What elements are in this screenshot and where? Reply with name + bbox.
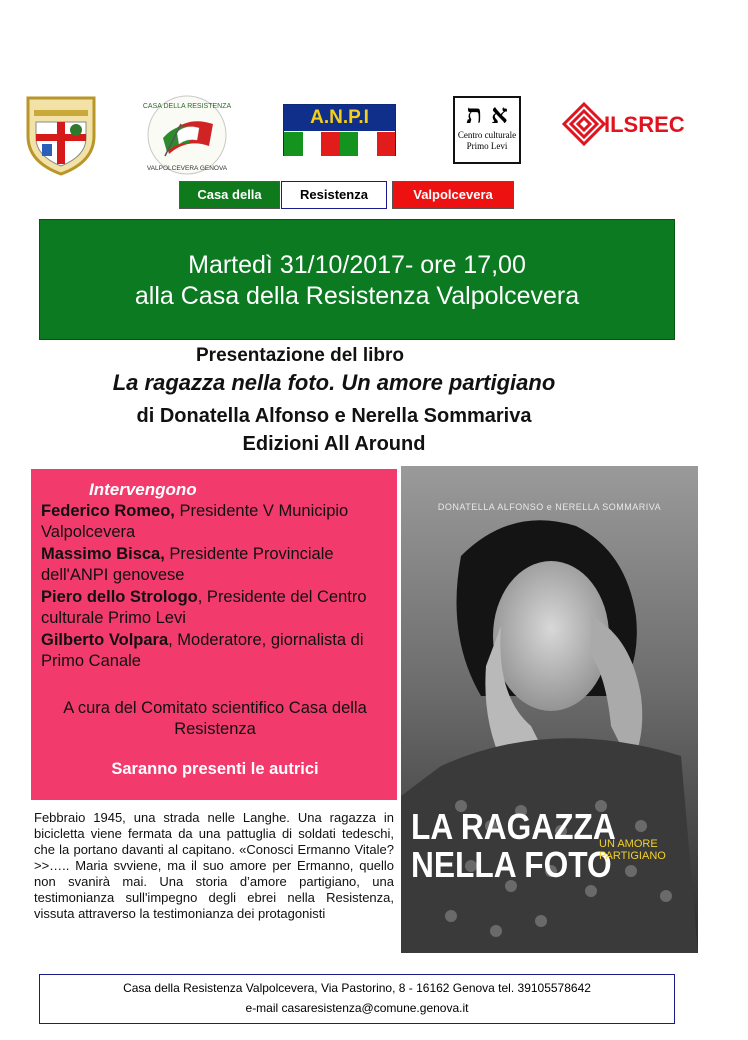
levi-line1: Centro culturale <box>457 130 517 140</box>
speaker-item <box>41 501 389 544</box>
cover-subtitle-line1: UN AMORE <box>599 838 658 850</box>
primo-levi-logo <box>453 96 521 164</box>
ilsrec-text: ILSREC <box>604 112 685 137</box>
book-publisher: Edizioni All Around <box>242 433 426 455</box>
cover-title <box>411 808 616 884</box>
speaker-name: Federico Romeo, <box>41 501 175 520</box>
cover-subtitle-line2: PARTIGIANO <box>599 850 666 862</box>
svg-text:CASA DELLA RESISTENZA: CASA DELLA RESISTENZA <box>143 103 231 110</box>
contact-email[interactable]: e-mail casaresistenza@comune.genova.it <box>245 1001 469 1015</box>
speakers-box <box>31 469 397 800</box>
anpi-logo <box>283 104 396 156</box>
authors-present: Saranno presenti le autrici <box>111 759 319 778</box>
book-cover <box>401 466 698 953</box>
contact-address: Casa della Resistenza Valpolcevera, Via Pastorino, 8 - 16162 Genova tel. 39105578642 <box>123 981 591 995</box>
label-casa-della: Casa della <box>179 181 280 209</box>
book-authors: di Donatella Alfonso e Nerella Sommariva <box>136 405 532 427</box>
curated-by: A cura del Comitato scientifico Casa della Resistenza <box>63 698 367 738</box>
cover-title-line2: NELLA FOTO <box>411 844 612 885</box>
casa-resistenza-round-logo <box>143 94 231 176</box>
hebrew-letters: א ת <box>466 100 508 130</box>
svg-text:VALPOLCEVERA GENOVA: VALPOLCEVERA GENOVA <box>146 165 228 172</box>
book-description: Febbraio 1945, una strada nelle Langhe. Una ragazza in bicicletta viene fermata da una pattuglia di soldati tedeschi, che la portano davanti al capitano. «Conosci Ermanno Vitale?>>….. Maria svviene, ma il suo amore per Ermanno, quello non svanirà mai. Una storia d’amore partigiano, una testimonianza sull'impegno degli ebrei nella Resistenza, vissuta attraverso la testimonianza dei protagonisti <box>34 810 394 921</box>
book-title: La ragazza nella foto. Un amore partigiano <box>112 370 556 395</box>
event-banner <box>39 219 675 340</box>
event-location: alla Casa della Resistenza Valpolcevera <box>134 282 580 310</box>
ilsrec-logo <box>560 100 692 156</box>
speaker-role: , Presidente del Centro culturale Primo Levi <box>41 587 367 627</box>
levi-line2: Primo Levi <box>466 141 508 151</box>
label-resistenza: Resistenza <box>281 181 387 209</box>
anpi-logo-text: A.N.P.I <box>284 105 395 131</box>
italian-flag <box>284 132 395 156</box>
cover-subtitle <box>599 838 666 862</box>
municipality-shield-logo <box>24 92 98 176</box>
cover-title-line1: LA RAGAZZA <box>411 806 616 847</box>
speaker-role: , Moderatore, giornalista di Primo Canale <box>41 630 364 670</box>
contact-footer <box>39 974 675 1024</box>
speaker-item <box>41 544 389 587</box>
speakers-heading: Intervengono <box>89 480 197 499</box>
speaker-name: Gilberto Volpara <box>41 630 169 649</box>
event-date: Martedì 31/10/2017- ore 17,00 <box>188 251 526 279</box>
speaker-role: Presidente V Municipio Valpolcevera <box>41 501 349 541</box>
presentation-label: Presentazione del libro <box>196 345 404 366</box>
speaker-item <box>41 587 389 630</box>
speaker-item <box>41 630 389 673</box>
speaker-name: Massimo Bisca, <box>41 544 165 563</box>
speaker-name: Piero dello Strologo <box>41 587 198 606</box>
cover-authors: DONATELLA ALFONSO e NERELLA SOMMARIVA <box>437 502 662 512</box>
speaker-role: Presidente Provinciale dell'ANPI genovese <box>41 544 334 584</box>
label-valpolcevera: Valpolcevera <box>392 181 514 209</box>
